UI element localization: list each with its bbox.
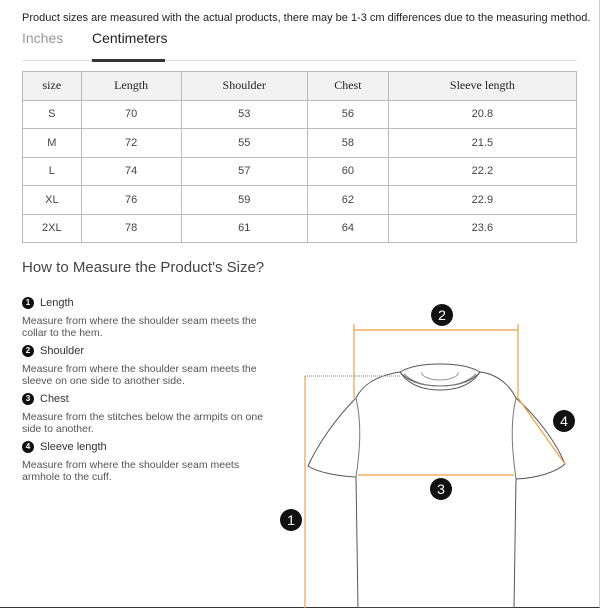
table-cell: 56	[307, 100, 388, 129]
marker-3-label: 3	[437, 481, 445, 497]
marker-2-icon	[431, 304, 453, 326]
table-cell: 64	[307, 214, 388, 243]
step-description: Measure from the stitches below the armpits on one side to another.	[22, 411, 264, 435]
step-length	[22, 296, 272, 339]
step-header	[22, 344, 272, 357]
tab-centimeters[interactable]: Centimeters	[92, 30, 168, 46]
measure-steps	[22, 296, 272, 488]
header-size: size	[23, 72, 82, 101]
table-cell: 21.5	[388, 129, 576, 158]
number-3-icon: 3	[22, 393, 34, 405]
table-cell: 20.8	[388, 100, 576, 129]
table-row	[23, 214, 577, 243]
number-1-icon: 1	[22, 297, 34, 309]
table-cell: XL	[23, 186, 82, 215]
table-row	[23, 100, 577, 129]
measurement-lines	[305, 324, 565, 608]
table-cell: L	[23, 157, 82, 186]
step-header	[22, 296, 272, 309]
table-cell: 22.2	[388, 157, 576, 186]
table-cell: 62	[307, 186, 388, 215]
table-cell: 78	[81, 214, 181, 243]
table-cell: 60	[307, 157, 388, 186]
table-cell: M	[23, 129, 82, 158]
table-cell: 61	[181, 214, 307, 243]
sleeve-line	[518, 398, 565, 464]
step-title: Sleeve length	[40, 440, 107, 453]
table-row	[23, 186, 577, 215]
table-cell: S	[23, 100, 82, 129]
measurement-notice: Product sizes are measured with the actual products, there may be 1-3 cm differences due to the measuring method.	[22, 12, 591, 24]
step-description: Measure from where the shoulder seam meets the collar to the hem.	[22, 315, 257, 339]
unit-tabs	[22, 30, 577, 61]
table-cell: 70	[81, 100, 181, 129]
table-header-row	[23, 72, 577, 101]
marker-1-icon	[280, 509, 302, 531]
table-cell: 23.6	[388, 214, 576, 243]
how-to-measure-title: How to Measure the Product's Size?	[22, 259, 265, 276]
marker-4-icon	[553, 410, 575, 432]
marker-1-label: 1	[287, 512, 295, 528]
step-chest	[22, 392, 272, 435]
marker-2-label: 2	[438, 307, 446, 323]
step-header	[22, 440, 272, 453]
step-title: Chest	[40, 392, 69, 405]
tab-inches[interactable]: Inches	[22, 30, 64, 46]
table-cell: 53	[181, 100, 307, 129]
number-4-icon: 4	[22, 441, 34, 453]
table-cell: 22.9	[388, 186, 576, 215]
marker-4-label: 4	[560, 413, 568, 429]
step-description: Measure from where the shoulder seam meets armhole to the cuff.	[22, 459, 240, 483]
header-chest: Chest	[307, 72, 388, 101]
step-shoulder	[22, 344, 272, 387]
step-description: Measure from where the shoulder seam meets the sleeve on one side to another side.	[22, 363, 257, 387]
table-cell: 2XL	[23, 214, 82, 243]
size-table	[22, 71, 577, 243]
table-cell: 76	[81, 186, 181, 215]
marker-3-icon	[430, 478, 452, 500]
header-sleeve-length: Sleeve length	[388, 72, 576, 101]
table-cell: 72	[81, 129, 181, 158]
active-tab-indicator	[92, 59, 165, 62]
step-title: Length	[40, 296, 74, 309]
table-cell: 57	[181, 157, 307, 186]
tshirt-measure-diagram	[270, 290, 600, 608]
step-sleeve-length	[22, 440, 272, 483]
header-length: Length	[81, 72, 181, 101]
table-row	[23, 157, 577, 186]
step-title: Shoulder	[40, 344, 85, 357]
table-row	[23, 129, 577, 158]
number-2-icon: 2	[22, 345, 34, 357]
table-cell: 58	[307, 129, 388, 158]
table-cell: 59	[181, 186, 307, 215]
table-cell: 74	[81, 157, 181, 186]
header-shoulder: Shoulder	[181, 72, 307, 101]
step-header	[22, 392, 272, 405]
table-cell: 55	[181, 129, 307, 158]
